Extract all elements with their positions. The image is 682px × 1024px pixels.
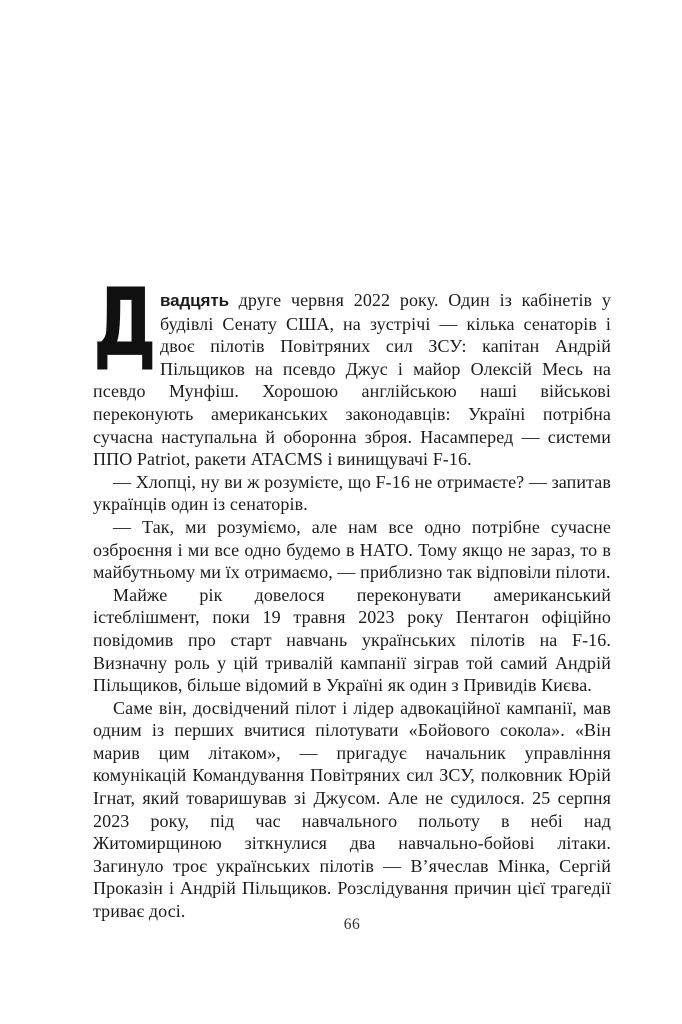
paragraph-opening — [93, 269, 611, 471]
paragraph — [93, 516, 611, 584]
paragraph-text: Майже рік довелося переконувати американський істеблішмент, поки 19 травня 2023 року Пентагон офіційно повідомив про старт навчань українських пілотів на F-16. Визначну роль у цій тривалій кампанії зіграв той самий Андрій Пільщиков, більше відомий в Україні як один з Привидів Києва. — [93, 584, 611, 696]
paragraph-text: Саме він, досвідчений пілот і лідер адвокаційної кампанії, мав одним із перших вчитися пілотувати «Бойового сокола». «Він марив цим літаком», — пригадує начальник управління комунікацій Командування Повітряних сил ЗСУ, полковник Юрій Ігнат, який товаришував зі Джусом. Але не судилося. 25 серпня 2023 року, під час навчального польоту в небі над Житомирщиною зіткнулися два навчально-бойові літаки. Загинуло троє українських пілотів — В’ячеслав Мінка, Сергій Проказін і Андрій Пільщиков. Розслідування причин цієї трагедії триває досі. — [93, 697, 611, 922]
drop-cap: Д — [93, 269, 157, 378]
body-text — [93, 269, 611, 923]
lead-bold-word: вадцять — [160, 291, 229, 310]
paragraph-text: друге червня 2022 року. Один із кабінетів у будівлі Сенату США, на зустрічі — кілька сенаторів і двоє пілотів Повітряних сил ЗСУ: капітан Андрій Пільщиков на псевдо Джус і майор Олексій Месь на псевдо Мунфіш. Хорошою англійською наші військові переконують американських законодавців: Україні потрібна сучасна наступальна й оборонна зброя. Насамперед — системи ППО Patriot, ракети ATACMS і винищувачі F-16. — [93, 290, 611, 470]
paragraph — [93, 471, 611, 516]
paragraph-text: — Хлопці, ну ви ж розумієте, що F-16 не отримаєте? — запитав українців один із сенаторів. — [93, 471, 611, 515]
paragraph — [93, 584, 611, 697]
page-number: 66 — [343, 916, 361, 933]
paragraph — [93, 697, 611, 923]
paragraph-text: — Так, ми розуміємо, але нам все одно потрібне сучасне озброєння і ми все одно будемо в НАТО. Тому якщо не зараз, то в майбутньому ми їх отримаємо, — приблизно так відповіли пілоти. — [93, 516, 611, 583]
